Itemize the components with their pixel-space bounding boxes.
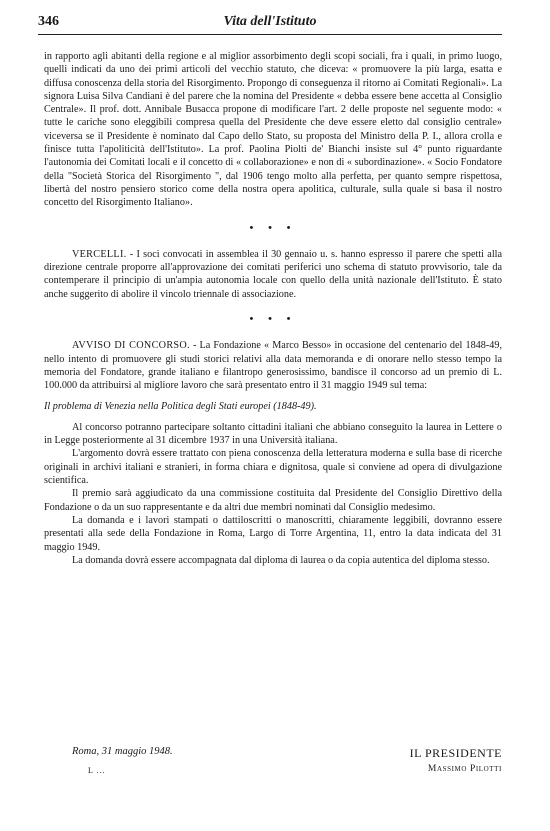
paragraph-commission: Il premio sarà aggiudicato da una commissione costituita dal Presidente del Consiglio Direttivo della Fondazione o da un suo rappresentante e da altri due membri nominati dal Consiglio medesimo.: [44, 488, 502, 513]
signatory-name: Massimo Pilotti: [427, 764, 502, 774]
page-header: [38, 14, 502, 35]
place-date: Roma, 31 maggio 1948.: [72, 746, 173, 757]
page-body: [44, 50, 502, 567]
avviso-text: - La Fondazione « Marco Besso» in occasione del centenario del 1848-49, nello intento di promuovere gli studi storici relativi alla data memoranda e di onorare nello stesso tempo la memoria del Fondatore, grande italiano e filantropo generosissimo, bandisce il concorso ad un premio di L. 100.000 da attribuirsi al migliore lavoro che sarà presentato entro il 31 maggio 1949 sul tema:: [44, 340, 502, 392]
paragraph-continuation: in rapporto agli abitanti della regione e al miglior assorbimento degli scopi sociali, fra i quali, in primo luogo, quelli indicati da uno dei primi articoli del vecchio statuto, che diceva: « promuovere la più larga, esatta e diffusa conoscenza della storia del Risorgimento. Propongo di conseguenza il ritorno ai Comitati Regionali». La signora Luisa Silva Candiani è del parere che la nomina del Presidente « debba essere bene accetta al Consiglio Centrale». Il prof. dott. Annibale Busacca propone di modificare l'art. 2 delle proposte nel seguente modo: « tutte le cariche sono eleggibili compresa quella del Presidente che deve essere eletto dal consiglio centrale» viceversa se il Presidente è nominato dal Capo dello Stato, su proposta del Ministro della P. I., allora crolla e finisce tutta l'apoliticità dell'Istituto». La prof. Paolina Piolti de' Bianchi insiste sul 4° punto riguardante l'autonomia dei Comitati locali e il concetto di « collaborazione» e non di « subordinazione». « Socio Fondatore della "Società Storica del Risorgimento ", dal 1906 tengo molto alla perfetta, per quanto sempre rispettosa, libertà del nostro pensiero storico come della nostra opera apolitica, culturale, sulla quale si basa il nostro concetto del Risorgimento Italiano».: [44, 51, 502, 209]
paragraph-requirements: L'argomento dovrà essere trattato con piena conoscenza della letteratura moderna e sulla base di ricerche originali in archivi italiani e stranieri, in forma chiara e dignitosa, quale si conviene ad opera di divulgazione scientifica.: [44, 448, 502, 487]
section-separator: • • •: [249, 221, 297, 234]
page-number: 346: [38, 14, 59, 29]
signature-block: [72, 746, 502, 786]
paragraph-vercelli: [44, 248, 502, 301]
vercelli-text: - I soci convocati in assemblea il 30 gennaio u. s. hanno espresso il parere che spetti alla direzione centrale proporre all'approvazione dei comitati periferici uno schema di statuto provvisorio, tale da contemperare il principio di un'ampia autonomia locale con quello della unità nazionale dell'Istituto. È stato anche suggerito di abolire il vincolo triennale di associazione.: [44, 248, 502, 300]
section-label-avviso: AVVISO DI CONCORSO.: [72, 340, 190, 352]
paragraph-diploma: La domanda dovrà essere accompagnata dal diploma di laurea o da copia autentica del diploma stesso.: [72, 554, 490, 566]
section-label-vercelli: VERCELLI.: [72, 248, 127, 260]
seal-mark: L ...: [88, 766, 106, 775]
paragraph-avviso: [44, 339, 502, 392]
competition-theme-title: Il problema di Venezia nella Politica degli Stati europei (1848-49).: [44, 400, 317, 412]
section-separator: • • •: [249, 313, 297, 326]
paragraph-eligibility: Al concorso potranno partecipare soltanto cittadini italiani che abbiano conseguito la laurea in Lettere o in Legge posteriormente al 31 dicembre 1937 in una Università italiana.: [44, 421, 502, 447]
running-title: Vita dell'Istituto: [223, 14, 317, 29]
paragraph-submission: La domanda e i lavori stampati o dattiloscritti o manoscritti, chiaramente leggibili, dovranno essere presentati alla sede della Fondazione in Roma, Largo di Torre Argentina, 11, entro la data indicata del 31 maggio 1949.: [44, 514, 502, 553]
signatory-title: IL PRESIDENTE: [409, 746, 502, 760]
